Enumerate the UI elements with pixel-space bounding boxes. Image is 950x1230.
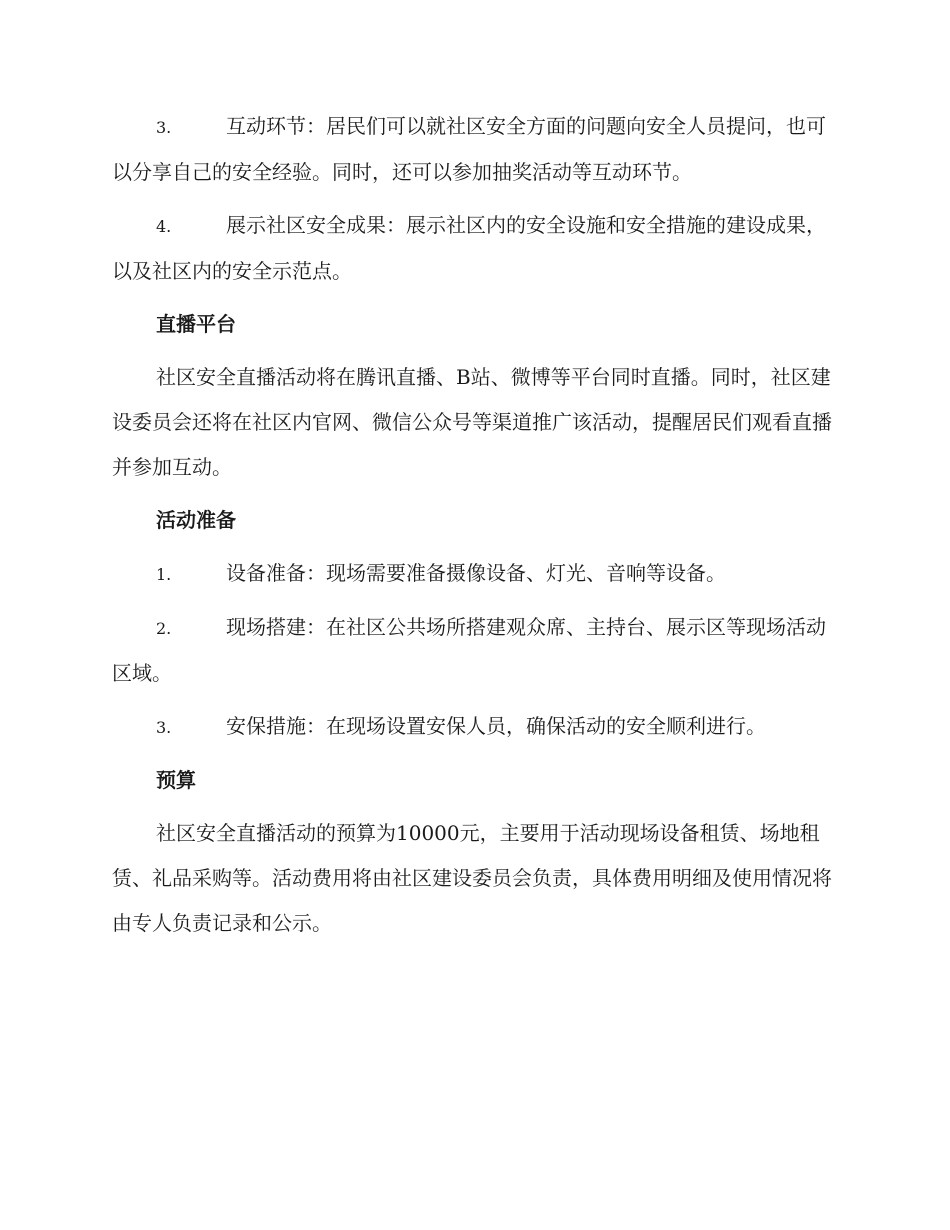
list-item-equipment xyxy=(112,551,832,597)
list-item-text: 安保措施：在现场设置安保人员，确保活动的安全顺利进行。 xyxy=(226,714,766,738)
list-item-text: 互动环节：居民们可以就社区安全方面的问题向安全人员提问，也可以分享自己的安全经验。同时，还可以参加抽奖活动等互动环节。 xyxy=(112,114,826,184)
list-number: 4. xyxy=(156,217,172,236)
section-heading-preparation: 活动准备 xyxy=(156,508,236,532)
list-item-setup xyxy=(112,605,832,696)
list-item-text: 展示社区安全成果：展示社区内的安全设施和安全措施的建设成果，以及社区内的安全示范点。 xyxy=(112,213,826,283)
list-number: 1. xyxy=(156,565,172,584)
list-item-text: 现场搭建：在社区公共场所搭建观众席、主持台、展示区等现场活动区域。 xyxy=(112,615,826,685)
section-heading-platform: 直播平台 xyxy=(156,312,236,336)
document-content xyxy=(112,104,832,954)
list-number: 3. xyxy=(156,118,172,137)
list-item-security xyxy=(112,704,832,750)
list-item-text: 设备准备：现场需要准备摄像设备、灯光、音响等设备。 xyxy=(226,561,726,585)
list-number: 2. xyxy=(156,619,172,638)
paragraph-platform: 社区安全直播活动将在腾讯直播、B站、微博等平台同时直播。同时，社区建设委员会还将在社区内官网、微信公众号等渠道推广该活动，提醒居民们观看直播并参加互动。 xyxy=(112,365,832,479)
list-item-achievements xyxy=(112,203,832,294)
list-item-interaction xyxy=(112,104,832,195)
paragraph-budget: 社区安全直播活动的预算为10000元，主要用于活动现场设备租赁、场地租赁、礼品采购等。活动费用将由社区建设委员会负责，具体费用明细及使用情况将由专人负责记录和公示。 xyxy=(112,821,832,935)
section-heading-budget: 预算 xyxy=(156,768,196,792)
list-number: 3. xyxy=(156,718,172,737)
